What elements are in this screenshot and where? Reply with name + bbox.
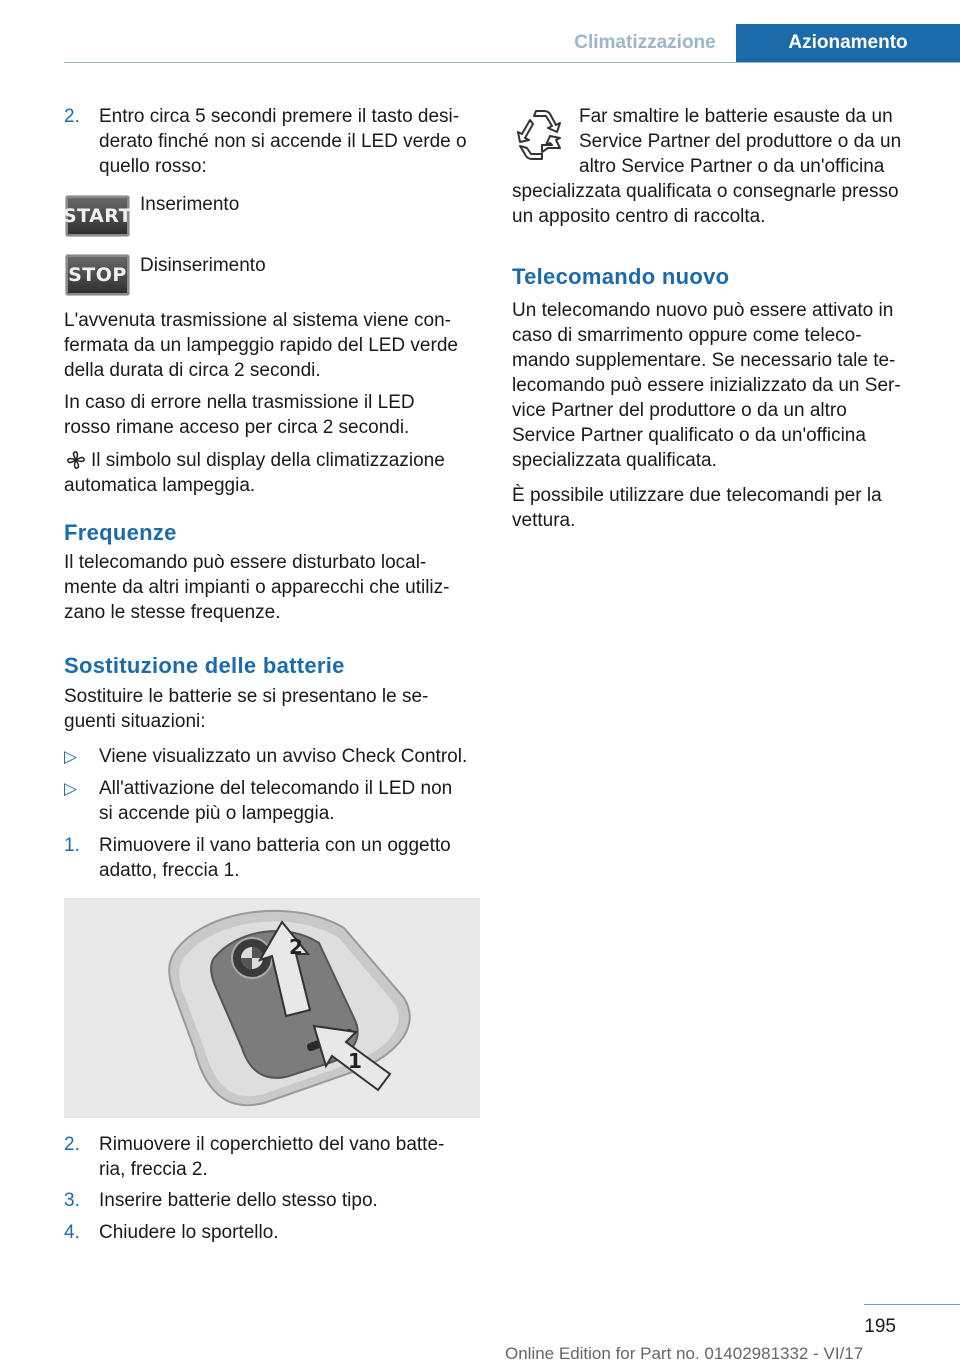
step-3-insert-batteries	[64, 1188, 482, 1214]
paragraph-fan-symbol	[64, 448, 482, 498]
text-line: zano le stesse frequenze.	[64, 602, 281, 623]
key-battery-illustration	[64, 898, 480, 1118]
text-line: Il telecomando può essere disturbato local-	[64, 552, 427, 573]
text-line: Rimuovere il vano batteria con un oggetto	[99, 835, 451, 856]
text-line: lecomando può essere inizializzato da un Ser-	[512, 375, 901, 396]
step-number: 3.	[64, 1190, 80, 1211]
text-line: mente da altri impianti o apparecchi che utiliz-	[64, 577, 450, 598]
bullet-triangle-icon: ▷	[64, 747, 78, 766]
step-number: 1.	[64, 835, 80, 856]
text-line: si accende più o lampeggia.	[99, 803, 335, 824]
text-line: specializzata qualificata.	[512, 450, 717, 471]
text-line: ria, freccia 2.	[99, 1159, 208, 1180]
start-key-label: START	[62, 205, 133, 227]
text-line: Un telecomando nuovo può essere attivato in	[512, 300, 894, 321]
fan-icon	[66, 450, 86, 475]
header-section-tab: Climatizzazione	[574, 32, 716, 53]
step-2-press-button	[64, 104, 482, 184]
text-line: Far smaltire le batterie esauste da un	[579, 106, 893, 127]
header-active-tab: Azionamento	[736, 24, 960, 62]
stop-description: Disinserimento	[140, 255, 266, 276]
text-line: rosso rimane acceso per circa 2 secondi.	[64, 417, 410, 438]
text-line: Entro circa 5 secondi premere il tasto desi-	[99, 106, 460, 127]
paragraph-transmission-confirmed	[64, 308, 482, 383]
stop-key-label: STOP	[68, 264, 127, 286]
start-description: Inserimento	[140, 194, 240, 215]
edition-footer: Online Edition for Part no. 01402981332 - VI/17	[505, 1344, 864, 1363]
text-line: della durata di circa 2 secondi.	[64, 360, 321, 381]
text-line: altro Service Partner o da un'officina	[579, 156, 885, 177]
step-number: 2.	[64, 106, 80, 127]
header-rule	[64, 62, 960, 63]
text-line: Rimuovere il coperchietto del vano batte-	[99, 1134, 445, 1155]
text-line: Inserire batterie dello stesso tipo.	[99, 1190, 378, 1211]
recycle-icon	[514, 110, 566, 165]
page-number: 195	[864, 1316, 896, 1337]
text-line: Chiudere lo sportello.	[99, 1222, 279, 1243]
text-line: specializzata qualificata o consegnarle presso	[512, 181, 899, 202]
step-number: 2.	[64, 1134, 80, 1155]
text-line: vice Partner del produttore o da un altro	[512, 400, 847, 421]
text-line: Service Partner qualificato o da un'officina	[512, 425, 866, 446]
heading-battery-replacement: Sostituzione delle batterie	[64, 653, 345, 678]
paragraph-battery-intro	[64, 684, 482, 734]
paragraph-two-remotes	[512, 483, 932, 533]
paragraph-transmission-error	[64, 390, 482, 440]
start-key-icon	[62, 196, 133, 236]
text-line: È possibile utilizzare due telecomandi per la	[512, 485, 882, 506]
heading-frequencies: Frequenze	[64, 520, 177, 545]
stop-key-icon	[66, 255, 129, 295]
arrow-1-label: 1	[348, 1049, 362, 1073]
text-line: quello rosso:	[99, 156, 207, 177]
text-line: Viene visualizzato un avviso Check Control.	[99, 746, 468, 767]
text-line: adatto, freccia 1.	[99, 860, 240, 881]
text-line: caso di smarrimento oppure come teleco-	[512, 325, 862, 346]
step-number: 4.	[64, 1222, 80, 1243]
text-line: Sostituire le batterie se si presentano le se-	[64, 686, 429, 707]
paragraph-new-remote	[512, 298, 932, 473]
text-line: Service Partner del produttore o da un	[579, 131, 902, 152]
bullet-triangle-icon: ▷	[64, 779, 78, 798]
text-line: vettura.	[512, 510, 576, 531]
text-line: In caso di errore nella trasmissione il LED	[64, 392, 415, 413]
text-line: mando supplementare. Se necessario tale te-	[512, 350, 896, 371]
text-line: fermata da un lampeggio rapido del LED verde	[64, 335, 458, 356]
text-line: L'avvenuta trasmissione al sistema viene con-	[64, 310, 451, 331]
bullet-item-check-control	[64, 744, 482, 770]
footer-rule	[864, 1304, 960, 1305]
text-line: un apposito centro di raccolta.	[512, 206, 766, 227]
bullet-item-led	[64, 776, 482, 828]
paragraph-frequencies	[64, 550, 482, 625]
step-4-close-door	[64, 1220, 482, 1246]
text-line: derato finché non si accende il LED verde o	[99, 131, 467, 152]
text-line: guenti situazioni:	[64, 711, 206, 732]
text-line: automatica lampeggia.	[64, 475, 256, 496]
arrow-2-label: 2	[289, 935, 303, 959]
text-line: Il simbolo sul display della climatizzazione	[91, 450, 445, 471]
text-line: All'attivazione del telecomando il LED non	[99, 778, 453, 799]
step-1-remove-compartment	[64, 833, 482, 885]
step-2-remove-cover	[64, 1132, 482, 1184]
heading-new-remote: Telecomando nuovo	[512, 264, 730, 289]
